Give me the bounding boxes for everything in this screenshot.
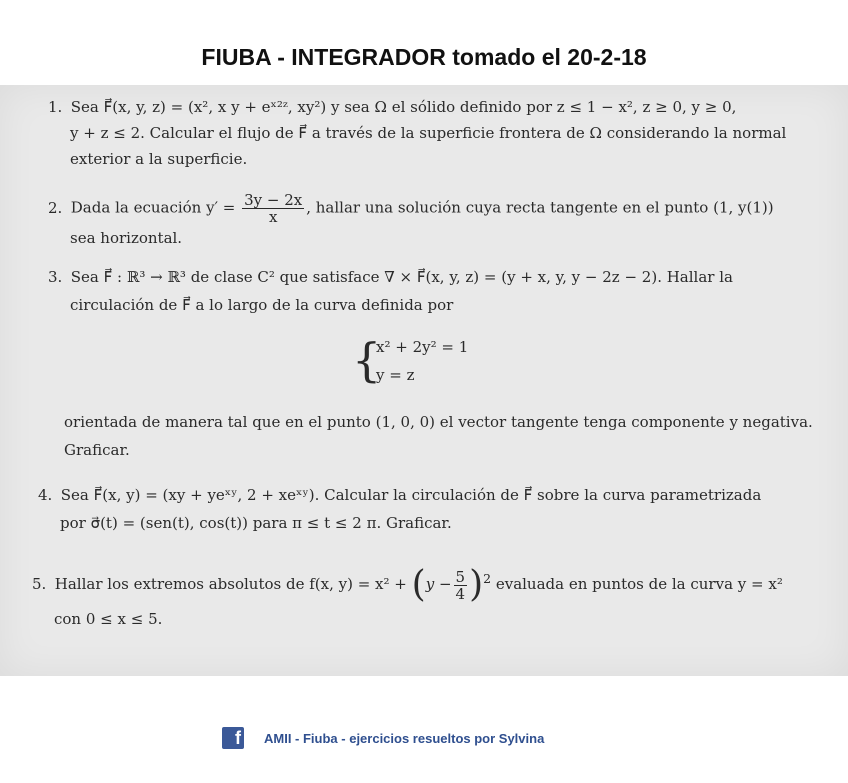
fraction bbox=[242, 192, 304, 225]
fraction-numerator: 5 bbox=[455, 567, 466, 586]
problem-text: evaluada en puntos de la curva y = x² bbox=[495, 575, 783, 593]
fraction-denominator: x bbox=[268, 208, 278, 226]
problem-text: Dada la ecuación y′ = bbox=[70, 198, 236, 217]
problem-3 bbox=[48, 262, 733, 320]
problem-1 bbox=[48, 92, 786, 174]
equation-line: y = z bbox=[376, 366, 415, 384]
problem-number: 1. bbox=[48, 98, 63, 116]
problem-number: 2. bbox=[48, 198, 63, 217]
right-paren: ) bbox=[469, 564, 484, 605]
problem-4 bbox=[38, 480, 761, 538]
facebook-icon: f bbox=[222, 727, 244, 749]
problem-text: con 0 ≤ x ≤ 5. bbox=[54, 609, 163, 628]
problem-text: Sea F⃗(x, y, z) = (x², x y + eˣ²ᶻ, xy²) y sea Ω el sólido definido por z ≤ 1 − x², z ≥ 0, y ≥ 0, bbox=[70, 98, 737, 116]
problem-text: Graficar. bbox=[64, 441, 130, 459]
problem-number: 5. bbox=[32, 575, 47, 593]
fraction bbox=[454, 569, 468, 602]
footer-credit: AMII - Fiuba - ejercicios resueltos por Sylvina bbox=[264, 730, 545, 746]
fraction-denominator: 4 bbox=[455, 584, 466, 603]
problem-number: 4. bbox=[38, 486, 53, 504]
problem-text: Sea F⃗ : ℝ³ → ℝ³ de clase C² que satisface ∇ × F⃗(x, y, z) = (y + x, y, y − 2z − 2). Hallar la bbox=[70, 268, 733, 286]
equation-line: x² + 2y² = 1 bbox=[376, 338, 469, 356]
problem-text: por σ⃗(t) = (sen(t), cos(t)) para π ≤ t ≤ 2 π. Graficar. bbox=[60, 514, 452, 532]
problem-5: 5. Hallar los extremos absolutos de f(x, y) = x² + (y − $\frac{5}{4}$ )$^2$ evaluada en puntos de la curva y = x² con 0 ≤ x ≤ 5. bbox=[32, 564, 783, 634]
problem-text: y + z ≤ 2. Calcular el flujo de F⃗ a través de la superficie frontera de Ω considerando la normal bbox=[70, 124, 787, 142]
left-paren: ( bbox=[411, 564, 426, 605]
problem-text: exterior a la superficie. bbox=[70, 150, 248, 168]
fraction-numerator: 3y − 2x bbox=[244, 191, 303, 209]
problem-2 bbox=[48, 192, 774, 253]
problem-number: 3. bbox=[48, 268, 63, 286]
problem-text: Hallar los extremos absolutos de f(x, y) = x² + bbox=[54, 575, 407, 593]
page-title: FIUBA - INTEGRADOR tomado el 20-2-18 bbox=[201, 44, 647, 70]
problem-text: Sea F⃗(x, y) = (xy + yeˣʸ, 2 + xeˣʸ). Calcular la circulación de F⃗ sobre la curva parametrizada bbox=[60, 486, 762, 504]
brace: { bbox=[352, 333, 382, 387]
problem-text: orientada de manera tal que en el punto (1, 0, 0) el vector tangente tenga componente y negativa. bbox=[64, 413, 813, 431]
problem-text: circulación de F⃗ a lo largo de la curva definida por bbox=[70, 296, 454, 314]
problem-3-continued bbox=[64, 407, 813, 465]
footer bbox=[222, 727, 544, 749]
problem-text: , hallar una solución cuya recta tangente en el punto (1, y(1)) bbox=[306, 198, 774, 217]
problem-text: sea horizontal. bbox=[70, 229, 183, 247]
